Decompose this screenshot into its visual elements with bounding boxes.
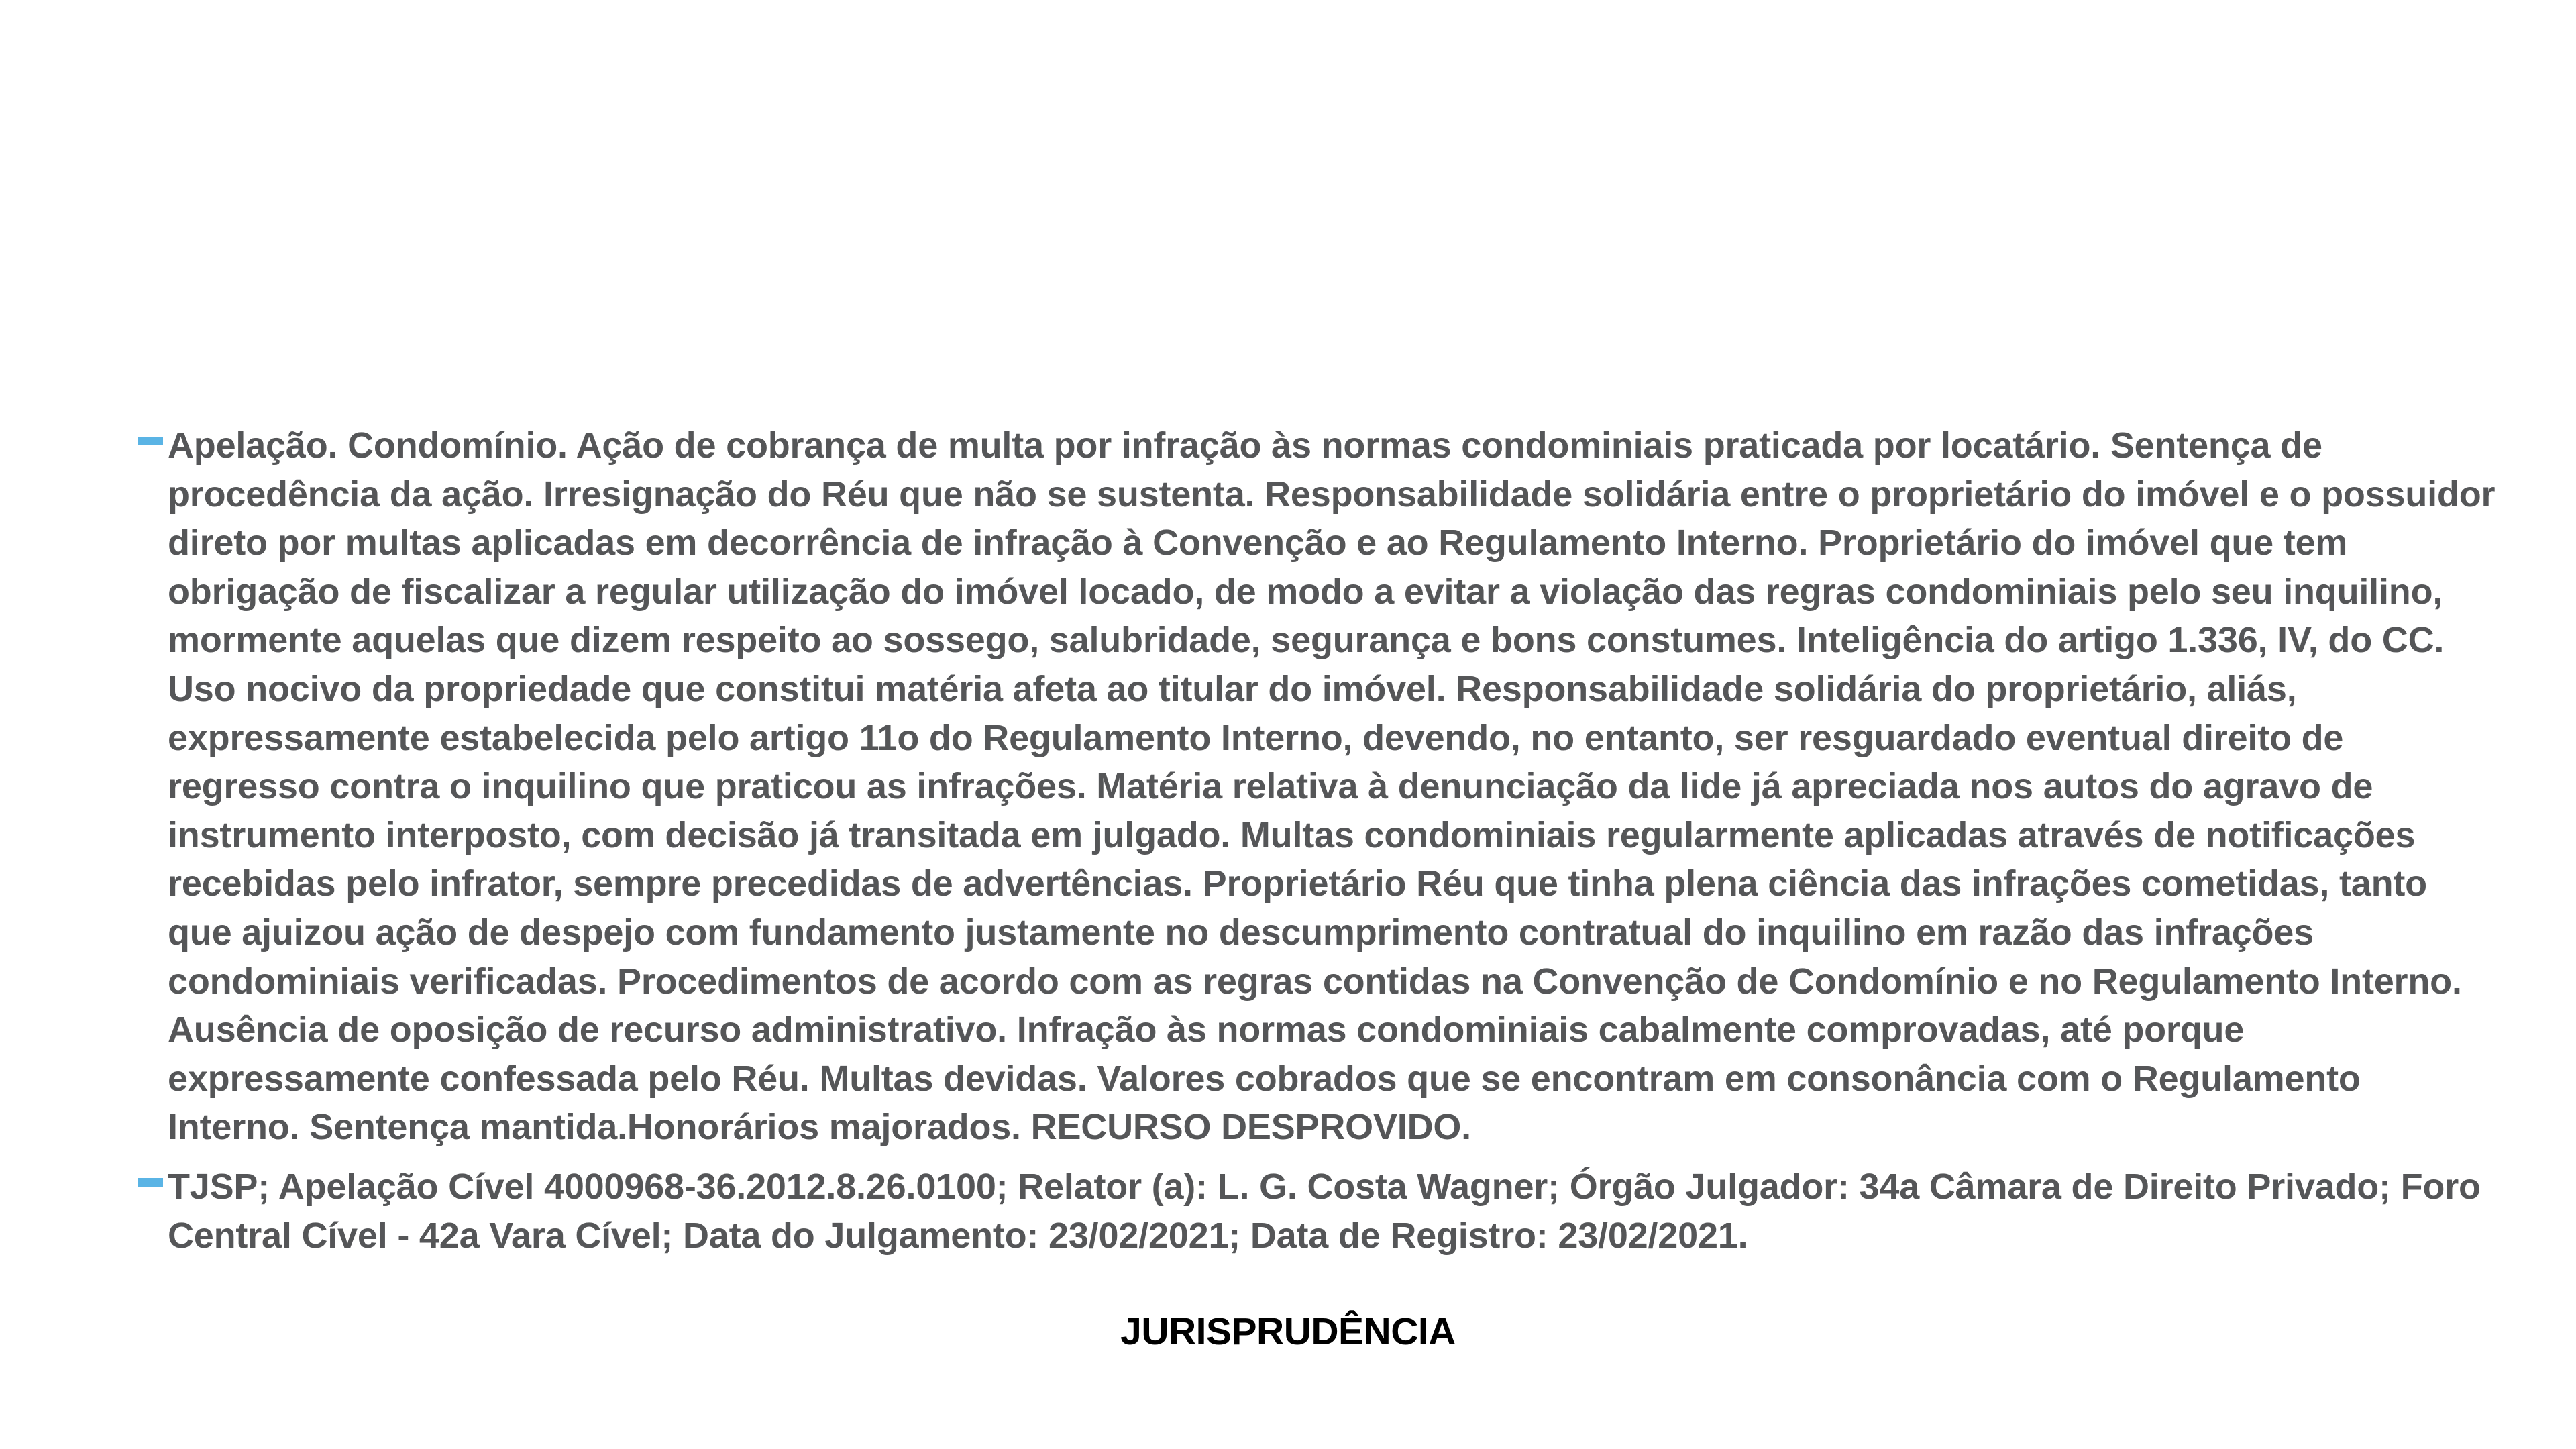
bullet-dash-icon [138,437,163,445]
section-title: JURISPRUDÊNCIA [1120,1310,1456,1353]
citation-paragraph [138,1163,2499,1260]
ementa-paragraph [138,421,2499,1152]
jurisprudence-content [138,421,2499,1260]
bullet-dash-icon [138,1178,163,1187]
citation-text: TJSP; Apelação Cível 4000968-36.2012.8.26.0100; Relator (a): L. G. Costa Wagner; Órgão Julgador: 34a Câmara de Direito Privado; Foro Central Cível - 42a Vara Cível; Data do Julgamento: 23/02/2021; Data de Registro: 23/02/2021. [168,1166,2481,1256]
ementa-text: Apelação. Condomínio. Ação de cobrança de multa por infração às normas condominiais praticada por locatário. Sentença de procedência da ação. Irresignação do Réu que não se sustenta. Responsabilidade solidária entre o proprietário do imóvel e o possuidor direto por multas aplicadas em decorrência de infração à Convenção e ao Regulamento Interno. Proprietário do imóvel que tem obrigação de fiscalizar a regular utilização do imóvel locado, de modo a evitar a violação das regras condominiais pelo seu inquilino, mormente aquelas que dizem respeito ao sossego, salubridade, segurança e bons constumes. Inteligência do artigo 1.336, IV, do CC. Uso nocivo da propriedade que constitui matéria afeta ao titular do imóvel. Responsabilidade solidária do proprietário, aliás, expressamente estabelecida pelo artigo 11o do Regulamento Interno, devendo, no entanto, ser resguardado eventual direito de regresso contra o inquilino que praticou as infrações. Matéria relativa à denunciação da lide já apreciada nos autos do agravo de instrumento interposto, com decisão já transitada em julgado. Multas condominiais regularmente aplicadas através de notificações recebidas pelo infrator, sempre precedidas de advertências. Proprietário Réu que tinha plena ciência das infrações cometidas, tanto que ajuizou ação de despejo com fundamento justamente no descumprimento contratual do inquilino em razão das infrações condominiais verificadas. Procedimentos de acordo com as regras contidas na Convenção de Condomínio e no Regulamento Interno. Ausência de oposição de recurso administrativo. Infração às normas condominiais cabalmente comprovadas, até porque expressamente confessada pelo Réu. Multas devidas. Valores cobrados que se encontram em consonância com o Regulamento Interno. Sentença mantida.Honorários majorados. RECURSO DESPROVIDO. [168,425,2496,1148]
